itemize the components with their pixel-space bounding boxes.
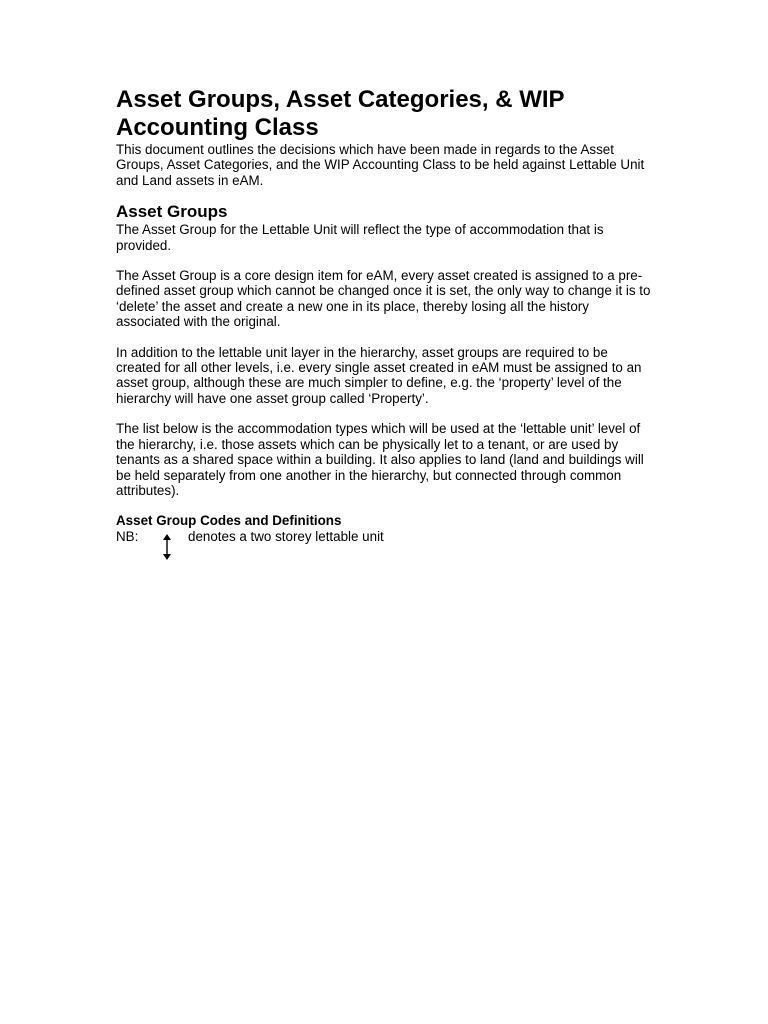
- paragraph-gap: [116, 406, 656, 421]
- paragraph-gap: [116, 498, 656, 513]
- nb-note: [116, 529, 656, 544]
- paragraph: The list below is the accommodation types which will be used at the ‘lettable unit’ level of the hierarchy, i.e. those assets which can be physically let to a tenant, or are used by tenants as a shared space within a building. It also applies to land (land and buildings will be held separately from one another in the hierarchy, but connected through common attributes).: [116, 421, 644, 498]
- paragraph-gap: [116, 253, 656, 268]
- document-title: Asset Groups, Asset Categories, & WIP Accounting Class: [116, 86, 565, 141]
- double-arrow-vertical-icon: [160, 534, 174, 560]
- section-heading-asset-groups: Asset Groups: [116, 202, 228, 222]
- nb-label: NB:: [116, 528, 139, 544]
- paragraph: The Asset Group for the Lettable Unit will reflect the type of accommodation that is provided.: [116, 222, 604, 253]
- codes-subheading: Asset Group Codes and Definitions: [116, 513, 342, 529]
- paragraph: The Asset Group is a core design item for eAM, every asset created is assigned to a pre-defined asset group which cannot be changed once it is set, the only way to change it is to ‘delete’ the asset and create a new one in its place, thereby losing all the history associated with the original.: [116, 268, 651, 330]
- document-page: [116, 86, 656, 544]
- paragraph-gap: [116, 330, 656, 345]
- nb-text: denotes a two storey lettable unit: [188, 528, 384, 544]
- intro-paragraph: This document outlines the decisions which have been made in regards to the Asset Groups, Asset Categories, and the WIP Accounting Class to be held against Lettable Unit and Land assets in eAM.: [116, 142, 645, 188]
- paragraph: In addition to the lettable unit layer in the hierarchy, asset groups are required to be created for all other levels, i.e. every single asset created in eAM must be assigned to an asset group, although these are much simpler to define, e.g. the ‘property’ level of the hierarchy will have one asset group called ‘Property’.: [116, 344, 642, 406]
